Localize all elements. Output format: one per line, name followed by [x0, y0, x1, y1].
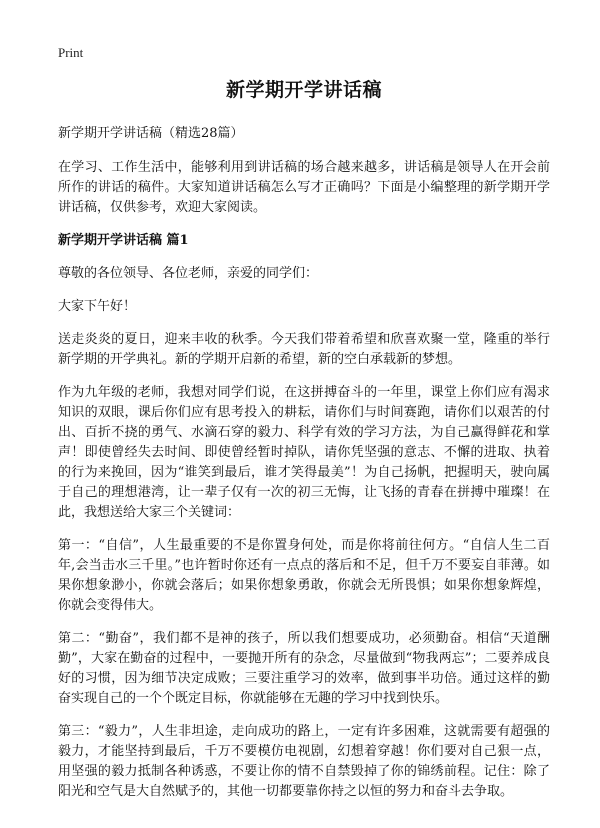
- keyword-paragraph-confidence: 第一：“自信”，人生最重要的不是你置身何处，而是你将前往何方。“自信人生二百年,会当击水三千里。”也许暂时你还有一点点的落后和不足，但千万不要妄自菲薄。如果你想象渺小，你就会落后；如果你想象勇敢，你就会无所畏惧；如果你想象辉煌，你就会变得伟大。: [58, 538, 550, 613]
- document-body: [58, 76, 550, 815]
- page-title: 新学期开学讲话稿: [225, 79, 382, 101]
- intro-paragraph: 在学习、工作生活中，能够利用到讲话稿的场合越来越多，讲话稿是领导人在开会前所作的讲话的稿件。大家知道讲话稿怎么写才正确吗？下面是小编整理的新学期开学讲话稿，仅供参考，欢迎大家阅读。: [58, 160, 550, 215]
- salutation-paragraph: 尊敬的各位领导、各位老师，亲爱的同学们：: [58, 266, 319, 281]
- body-paragraph: 送走炎炎的夏日，迎来丰收的秋季。今天我们带着希望和欣喜欢聚一堂，隆重的举行新学期的开学典礼。新的学期开启新的希望，新的空白承载新的梦想。: [58, 332, 550, 367]
- greeting-paragraph: 大家下午好！: [58, 299, 137, 314]
- document-subtitle: 新学期开学讲话稿（精选28篇）: [58, 126, 244, 141]
- print-link[interactable]: Print: [58, 45, 84, 60]
- keyword-paragraph-perseverance: 第三：“毅力”，人生非坦途，走向成功的路上，一定有许多困难，这就需要有超强的毅力，才能坚持到最后，千万不要模仿电视剧，幻想着穿越！你们要对自己狠一点，用坚强的毅力抵制各种诱惑，不要让你的情不自禁毁掉了你的锦绣前程。记住：除了阳光和空气是大自然赋予的，其他一切都要靠你持之以恒的努力和奋斗去争取。: [58, 724, 550, 799]
- body-paragraph: 作为九年级的老师，我想对同学们说，在这拼搏奋斗的一年里，课堂上你们应有渴求知识的双眼，课后你们应有思考投入的耕耘，请你们与时间赛跑，请你们以艰苦的付出、百折不挠的勇气、水滴石穿的毅力、科学有效的学习方法，为自己赢得鲜花和掌声！即使曾经失去时间、即使曾经暂时掉队，请你凭坚强的意志、不懈的进取、执着的行为来挽回，因为“谁笑到最后，谁才笑得最美”！为自己扬帆，把握明天，驶向属于自己的理想港湾，让一辈子仅有一次的初三无悔，让飞扬的青春在拼搏中璀璨！在此，我想送给大家三个关键词：: [58, 385, 550, 520]
- keyword-paragraph-diligence: 第二：“勤奋”，我们都不是神的孩子，所以我们想要成功，必须勤奋。相信“天道酬勤”，大家在勤奋的过程中，一要抛开所有的杂念，尽量做到“物我两忘”；二要养成良好的习惯，因为细节决定成败；三要注重学习的效率，做到事半功倍。通过这样的勤奋实现自己的一个个既定目标，你就能够在无趣的学习中找到快乐。: [58, 631, 550, 706]
- section-heading: 新学期开学讲话稿 篇1: [58, 233, 189, 248]
